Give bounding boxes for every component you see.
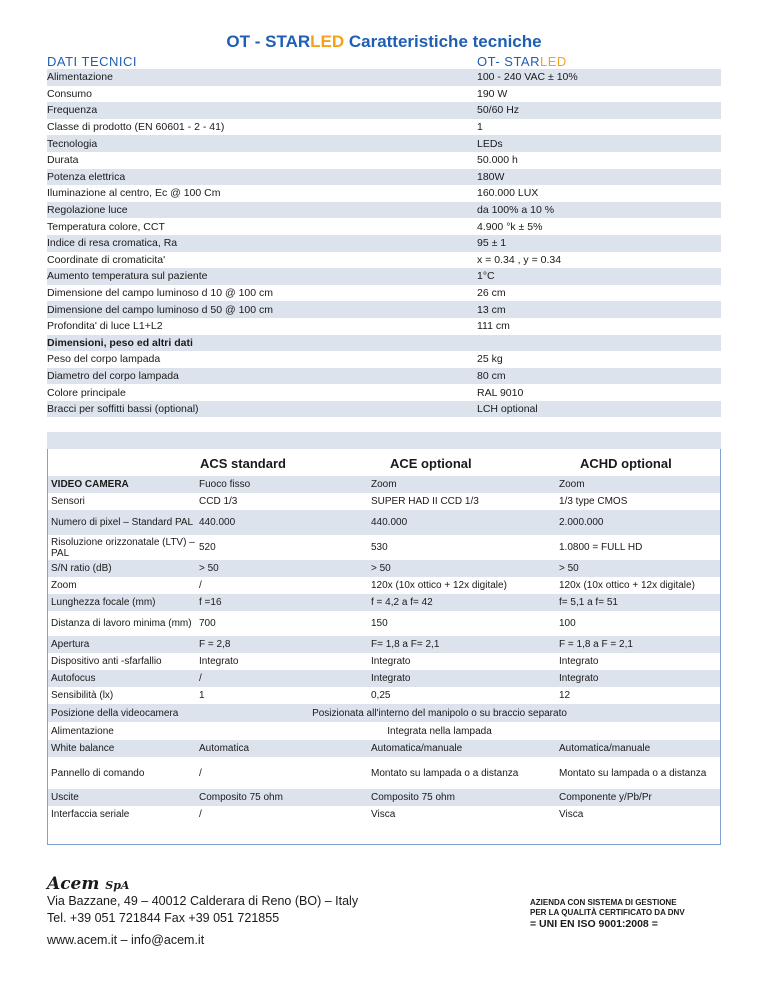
video-row [48, 493, 720, 510]
video-value: > 50 [199, 563, 219, 574]
tech-row [47, 152, 721, 169]
tech-value: LCH optional [477, 403, 538, 416]
tech-row [47, 169, 721, 186]
tech-row [47, 185, 721, 202]
video-value: 1.0800 = FULL HD [559, 542, 643, 553]
tech-label: Aumento temperatura sul paziente [47, 270, 208, 283]
video-value: 12 [559, 690, 571, 701]
cert-line-2: PER LA QUALITÀ CERTIFICATO DA DNV [530, 908, 685, 917]
video-label: Autofocus [51, 673, 96, 684]
video-label: Lunghezza focale (mm) [51, 597, 156, 608]
tech-label: Iluminazione al centro, Ec @ 100 Cm [47, 187, 221, 200]
video-value: Fuoco fisso [199, 479, 251, 490]
tech-label: Dimensione del campo luminoso d 50 @ 100 cm [47, 303, 274, 316]
tech-row [47, 69, 721, 86]
video-value: 520 [199, 542, 216, 553]
video-row [48, 510, 720, 535]
video-value: 120x (10x ottico + 12x digitale) [371, 580, 507, 591]
cert-line-1: AZIENDA CON SISTEMA DI GESTIONE [530, 898, 677, 907]
tech-value: 100 - 240 VAC ± 10% [477, 71, 578, 84]
tech-row [47, 285, 721, 302]
video-label: Distanza di lavoro minima (mm) [51, 618, 192, 629]
video-row [48, 611, 720, 636]
tech-row [47, 235, 721, 252]
tech-row [47, 335, 721, 352]
video-value: Visca [371, 809, 396, 820]
tech-label: Dimensioni, peso ed altri dati [47, 336, 193, 349]
video-value: 1/3 type CMOS [559, 496, 628, 507]
video-value: f= 5,1 a f= 51 [559, 597, 618, 608]
video-value: / [199, 809, 202, 820]
video-value: Integrata nella lampada [387, 725, 492, 737]
tech-row [47, 218, 721, 235]
video-value: Automatica [199, 743, 250, 754]
video-value: > 50 [371, 563, 391, 574]
tech-label: Temperatura colore, CCT [47, 220, 165, 233]
video-label: Risoluzione orizzonatale (LTV) – PAL [51, 536, 195, 559]
video-value: Montato su lampada o a distanza [559, 767, 707, 779]
video-row [48, 740, 720, 757]
video-label: Sensibilità (lx) [51, 690, 114, 701]
acs-heading: ACS standard [200, 456, 286, 471]
video-value: 2.000.000 [559, 517, 604, 528]
video-value: / [199, 767, 202, 779]
video-value: > 50 [559, 563, 579, 574]
tech-value: 13 cm [477, 303, 506, 316]
video-row [48, 704, 720, 722]
video-value: Zoom [559, 479, 585, 490]
video-label: Posizione della videocamera [51, 707, 179, 719]
tech-value: 111 cm [477, 320, 510, 333]
tech-value: 50/60 Hz [477, 104, 520, 117]
tech-label: Durata [47, 154, 79, 167]
video-label: White balance [51, 743, 115, 754]
video-row [48, 687, 720, 704]
tech-label: Dimensione del campo luminoso d 10 @ 100 cm [47, 287, 274, 300]
technical-data-table [47, 69, 721, 417]
tech-row [47, 102, 721, 119]
video-row [48, 806, 720, 823]
tech-label: Classe di prodotto (EN 60601 - 2 - 41) [47, 121, 225, 134]
dati-tecnici-heading: DATI TECNICI [47, 54, 138, 69]
tech-value: 160.000 LUX [477, 187, 539, 200]
tech-label: Indice di resa cromatica, Ra [47, 237, 178, 250]
video-value: Integrato [559, 673, 599, 684]
video-value: f =16 [199, 597, 222, 608]
video-value: 120x (10x ottico + 12x digitale) [559, 580, 695, 591]
video-value: 700 [199, 618, 216, 629]
video-value: CCD 1/3 [199, 496, 238, 507]
video-value: F= 1,8 a F= 2,1 [371, 639, 440, 650]
video-value: 150 [371, 618, 388, 629]
tech-label: Frequenza [47, 104, 98, 117]
video-camera-table [48, 476, 720, 823]
page-title: OT - STARLED Caratteristiche tecniche [226, 32, 542, 51]
video-value: F = 2,8 [199, 639, 231, 650]
tech-value: 80 cm [477, 369, 506, 382]
video-value: SUPER HAD II CCD 1/3 [371, 496, 479, 507]
tech-row [47, 86, 721, 103]
video-label: VIDEO CAMERA [51, 479, 129, 490]
video-label: Sensori [51, 496, 85, 507]
tech-label: Consumo [47, 87, 92, 100]
video-label: Zoom [51, 580, 77, 591]
video-row [48, 594, 720, 611]
video-value: / [199, 673, 202, 684]
cert-line-3: = UNI EN ISO 9001:2008 = [530, 918, 658, 930]
tech-label: Profondita' di luce L1+L2 [47, 320, 163, 333]
tech-row [47, 318, 721, 335]
video-value: 0,25 [371, 690, 391, 701]
video-label: Alimentazione [51, 725, 114, 737]
tech-value: 180W [477, 170, 505, 183]
tech-value: 190 W [477, 87, 508, 100]
tech-label: Tecnologia [47, 137, 98, 150]
video-value: Componente y/Pb/Pr [559, 792, 652, 803]
tech-row [47, 384, 721, 401]
video-label: Apertura [51, 639, 90, 650]
tech-value: 1°C [477, 270, 495, 283]
tech-value: da 100% a 10 % [477, 204, 555, 217]
video-value: f = 4,2 a f= 42 [371, 597, 433, 608]
tech-label: Alimentazione [47, 71, 113, 84]
tech-label: Diametro del corpo lampada [47, 369, 179, 382]
video-label: Dispositivo anti -sfarfallio [51, 656, 162, 667]
tech-row [47, 368, 721, 385]
website-email: www.acem.it – info@acem.it [47, 933, 205, 947]
video-value: Montato su lampada o a distanza [371, 767, 519, 779]
tech-value: 4.900 °k ± 5% [477, 220, 543, 233]
video-label: Numero di pixel – Standard PAL [51, 517, 194, 528]
video-value: Composito 75 ohm [371, 792, 455, 803]
tech-label: Peso del corpo lampada [47, 353, 161, 366]
video-row [48, 476, 720, 493]
tech-label: Coordinate di cromaticita' [47, 253, 166, 266]
video-label: Uscite [51, 792, 79, 803]
video-value: / [199, 580, 202, 591]
tech-row [47, 351, 721, 368]
tech-row [47, 401, 721, 418]
video-label: Pannello di comando [51, 767, 145, 779]
video-value: 440.000 [199, 517, 236, 528]
achd-heading: ACHD optional [580, 456, 672, 471]
tech-label: Bracci per soffitti bassi (optional) [47, 403, 199, 416]
video-value: Composito 75 ohm [199, 792, 283, 803]
video-value: 1 [199, 690, 205, 701]
tech-value: 25 kg [477, 353, 503, 366]
product-heading: OT- STARLED [477, 54, 567, 69]
video-value: Posizionata all'interno del manipolo o su braccio separato [312, 707, 567, 719]
video-row [48, 670, 720, 687]
tech-value: LEDs [477, 137, 503, 150]
video-label: S/N ratio (dB) [51, 563, 112, 574]
video-label: Interfaccia seriale [51, 809, 130, 820]
tech-value: RAL 9010 [477, 386, 524, 399]
tech-row [47, 301, 721, 318]
video-row [48, 653, 720, 670]
video-value: Integrato [371, 656, 411, 667]
video-value: Zoom [371, 479, 397, 490]
company-logo: Acem SpA [47, 874, 130, 894]
video-row [48, 757, 720, 789]
separator-band [47, 432, 721, 449]
video-value: 440.000 [371, 517, 408, 528]
video-value: Integrato [199, 656, 239, 667]
video-value: 530 [371, 542, 388, 553]
video-row [48, 722, 720, 740]
tech-row [47, 252, 721, 269]
phone-fax: Tel. +39 051 721844 Fax +39 051 721855 [47, 911, 280, 925]
video-value: Automatica/manuale [559, 743, 651, 754]
tech-value: 95 ± 1 [477, 237, 507, 250]
video-row [48, 577, 720, 594]
tech-row [47, 202, 721, 219]
tech-row [47, 119, 721, 136]
tech-value: 1 [477, 121, 483, 134]
video-value: Integrato [371, 673, 411, 684]
address: Via Bazzane, 49 – 40012 Calderara di Reno (BO) – Italy [47, 894, 359, 908]
tech-row [47, 135, 721, 152]
tech-label: Potenza elettrica [47, 170, 126, 183]
video-value: Visca [559, 809, 584, 820]
tech-value: 50.000 h [477, 154, 518, 167]
tech-row [47, 268, 721, 285]
video-value: F = 1,8 a F = 2,1 [559, 639, 633, 650]
video-row [48, 636, 720, 653]
video-row [48, 535, 720, 560]
tech-label: Colore principale [47, 386, 126, 399]
tech-label: Regolazione luce [47, 204, 128, 217]
video-row [48, 789, 720, 806]
tech-value: 26 cm [477, 287, 506, 300]
video-value: 100 [559, 618, 576, 629]
video-value: Automatica/manuale [371, 743, 463, 754]
ace-heading: ACE optional [390, 456, 472, 471]
video-row [48, 560, 720, 577]
tech-value: x = 0.34 , y = 0.34 [477, 253, 562, 266]
video-value: Integrato [559, 656, 599, 667]
